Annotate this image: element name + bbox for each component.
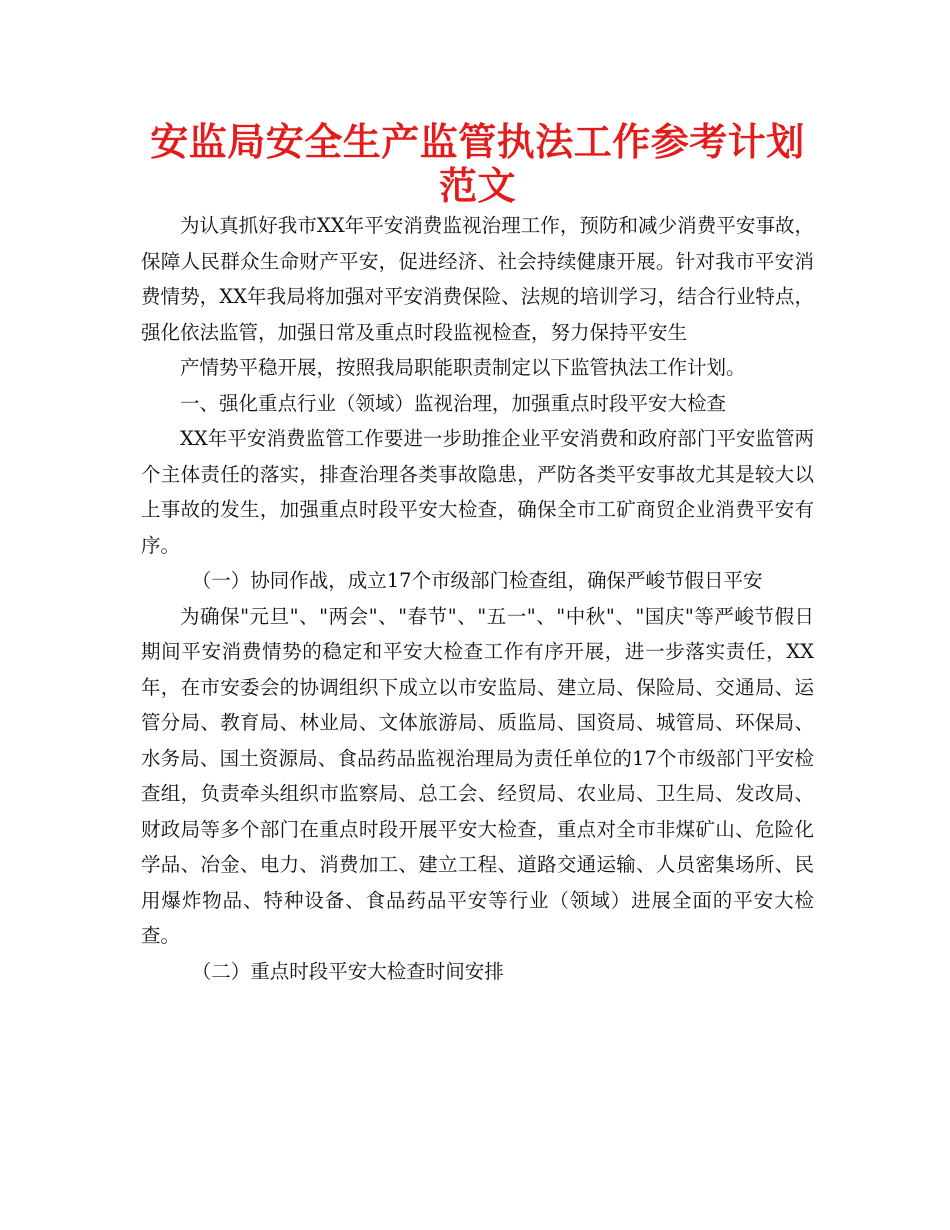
paragraph-intro: 为认真抓好我市XX年平安消费监视治理工作，预防和减少消费平安事故，保障人民群众生命财产平安，促进经济、社会持续健康开展。针对我市平安消费情势，XX年我局将加强对平安消费保险、法规的培训学习，结合行业特点，强化依法监管，加强日常及重点时段监视检查，努力保持平安生 — [141, 214, 814, 344]
document-page — [141, 120, 814, 989]
paragraph-intro-continued: 产情势平稳开展，按照我局职能职责制定以下监管执法工作计划。 — [180, 356, 746, 379]
document-body — [141, 208, 814, 989]
document-title: 安监局安全生产监管执法工作参考计划范文 — [150, 120, 805, 208]
paragraph-subsection-1: 为确保"元旦"、"两会"、"春节"、"五一"、"中秋"、"国庆"等严峻节假日期间平安消费情势的稳定和平安大检查工作有序开展，进一步落实责任，XX年，在市安委会的协调组织下成立以市安监局、建立局、保险局、交通局、运管分局、教育局、林业局、文体旅游局、质监局、国资局、城管局、环保局、水务局、国土资源局、食品药品监视治理局为责任单位的17个市级部门平安检查组，负责牵头组织市监察局、总工会、经贸局、农业局、卫生局、发改局、财政局等多个部门在重点时段开展平安大检查，重点对全市非煤矿山、危险化学品、冶金、电力、消费加工、建立工程、道路交通运输、人员密集场所、民用爆炸物品、特种设备、食品药品平安等行业（领域）进展全面的平安大检查。 — [141, 604, 814, 947]
section-heading-1: 一、强化重点行业（领域）监视治理，加强重点时段平安大检查 — [180, 391, 727, 415]
subsection-heading-1: （一）协同作战，成立17个市级部门检查组，确保严峻节假日平安 — [191, 569, 763, 592]
subsection-heading-2: （二）重点时段平安大检查时间安排 — [191, 959, 504, 983]
paragraph-section-1: XX年平安消费监管工作要进一步助推企业平安消费和政府部门平安监管两个主体责任的落实，排查治理各类事故隐患，严防各类平安事故尤其是较大以上事故的发生，加强重点时段平安大检查，确保全市工矿商贸企业消费平安有序。 — [141, 427, 814, 557]
